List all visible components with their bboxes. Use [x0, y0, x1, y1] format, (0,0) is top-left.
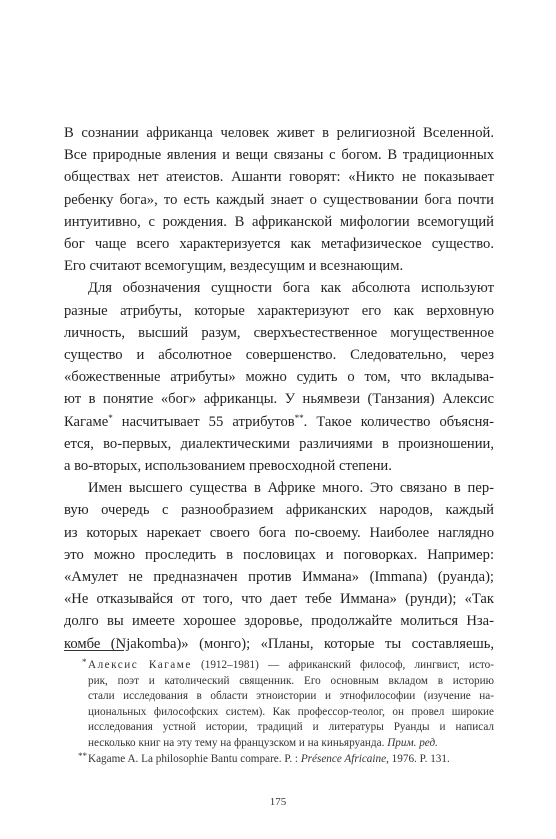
text-line: существо и абсолютное совершенство. Следовательно, через	[64, 347, 494, 364]
footnote	[64, 752, 494, 768]
text-segment: . Такое количество объясня-	[303, 413, 494, 430]
text-segment: Кагаме	[64, 413, 109, 430]
text-line: Имен высшего существа в Африке много. Это связано в пер-	[88, 480, 494, 497]
text-line: «божественные атрибуты» можно судить о том, что вкладыва-	[64, 369, 494, 386]
text-segment: несколько книг на эту тему на французском и на киньяруанда.	[88, 736, 388, 749]
text-line: Его считают всемогущим, вездесущим и всезнающим.	[64, 258, 404, 275]
text-line: вую очередь с разнообразием африканских народов, каждый	[64, 502, 494, 519]
footnote-divider	[64, 650, 124, 651]
footnote-line	[88, 658, 494, 674]
text-line: ребенку бога», то есть каждый знает о существовании бога почти	[64, 191, 494, 208]
text-segment: насчитывает 55 атрибутов	[112, 413, 295, 430]
text-segment: Kagame A. La philosophie Bantu compare. P. :	[88, 752, 301, 765]
publisher-name: Présence Africaine	[300, 752, 387, 765]
text-line: «Амулет не предназначен против Иммана» (Immana) (руанда);	[64, 569, 494, 586]
footnote-line: рик, поэт и католический священник. Его основным вкладом в историю	[88, 674, 494, 687]
text-line: а во-вторых, использованием превосходной степени.	[64, 458, 392, 475]
text-line: В сознании африканца человек живет в религиозной Вселенной.	[64, 125, 494, 141]
footnote-line: исследования устной истории, традиций и литературы Руанды и написал	[88, 721, 494, 734]
footnote-line: циональных философских систем). Как профессор-теолог, он провел широкие	[88, 705, 494, 718]
footnote-line	[88, 736, 494, 752]
main-text	[64, 122, 494, 655]
footnote-line: стали исследования в области этноистории и этнофилософии (изучение на-	[88, 690, 494, 703]
text-line: ется, во-первых, диалектическими различиями в произношении,	[64, 435, 494, 452]
text-line: ют в понятие «бог» африканцы. У ньямвези (Танзания) Алексис	[64, 391, 494, 408]
text-line: это можно проследить в пословицах и поговорках. Например:	[64, 546, 494, 563]
text-segment: , 1976. P. 131.	[386, 752, 450, 765]
text-line	[64, 411, 494, 433]
editor-note: Прим. ред.	[387, 736, 438, 749]
page-number: 175	[269, 796, 287, 808]
footnote-mark: **	[78, 750, 87, 761]
text-line: Все природные явления и вещи связаны с богом. В традиционных	[64, 147, 494, 164]
footnote-mark: *	[82, 657, 87, 667]
text-line: комбе (Njakomba)» (монго); «Планы, которые ты составляешь,	[64, 635, 494, 652]
text-line: долго вы имеете хорошее здоровье, продолжайте молиться Нза-	[64, 613, 494, 630]
text-line: личность, высший разум, сверхъестественное могущественное	[64, 324, 494, 341]
text-line: интуитивно, с рождения. В африканской мифологии всемогущий	[64, 213, 494, 230]
text-line: обществах нет атеистов. Ашанти говорят: «Никто не показывает	[64, 169, 494, 186]
text-line: «Не отказывайся от того, что дает тебе Иммана» (рунди); «Так	[64, 591, 494, 608]
text-line: из которых нарекает своего бога по-своему. Наиболее наглядно	[64, 524, 494, 541]
footnotes	[64, 658, 494, 767]
author-name: Алексис Кагаме	[88, 659, 192, 671]
text-line: бог чаще всего характеризуется как метафизическое существо.	[64, 236, 494, 253]
footnote-ref: *	[108, 412, 113, 423]
text-line: разные атрибуты, которые характеризуют его как верховную	[64, 302, 494, 319]
footnote-ref: **	[294, 412, 304, 423]
text-segment: (1912–1981) — африканский философ, лингвист, исто-	[191, 659, 494, 671]
text-line: Для обозначения сущности бога как абсолюта используют	[88, 280, 494, 297]
footnote-line	[88, 752, 494, 768]
footnote	[64, 658, 494, 752]
